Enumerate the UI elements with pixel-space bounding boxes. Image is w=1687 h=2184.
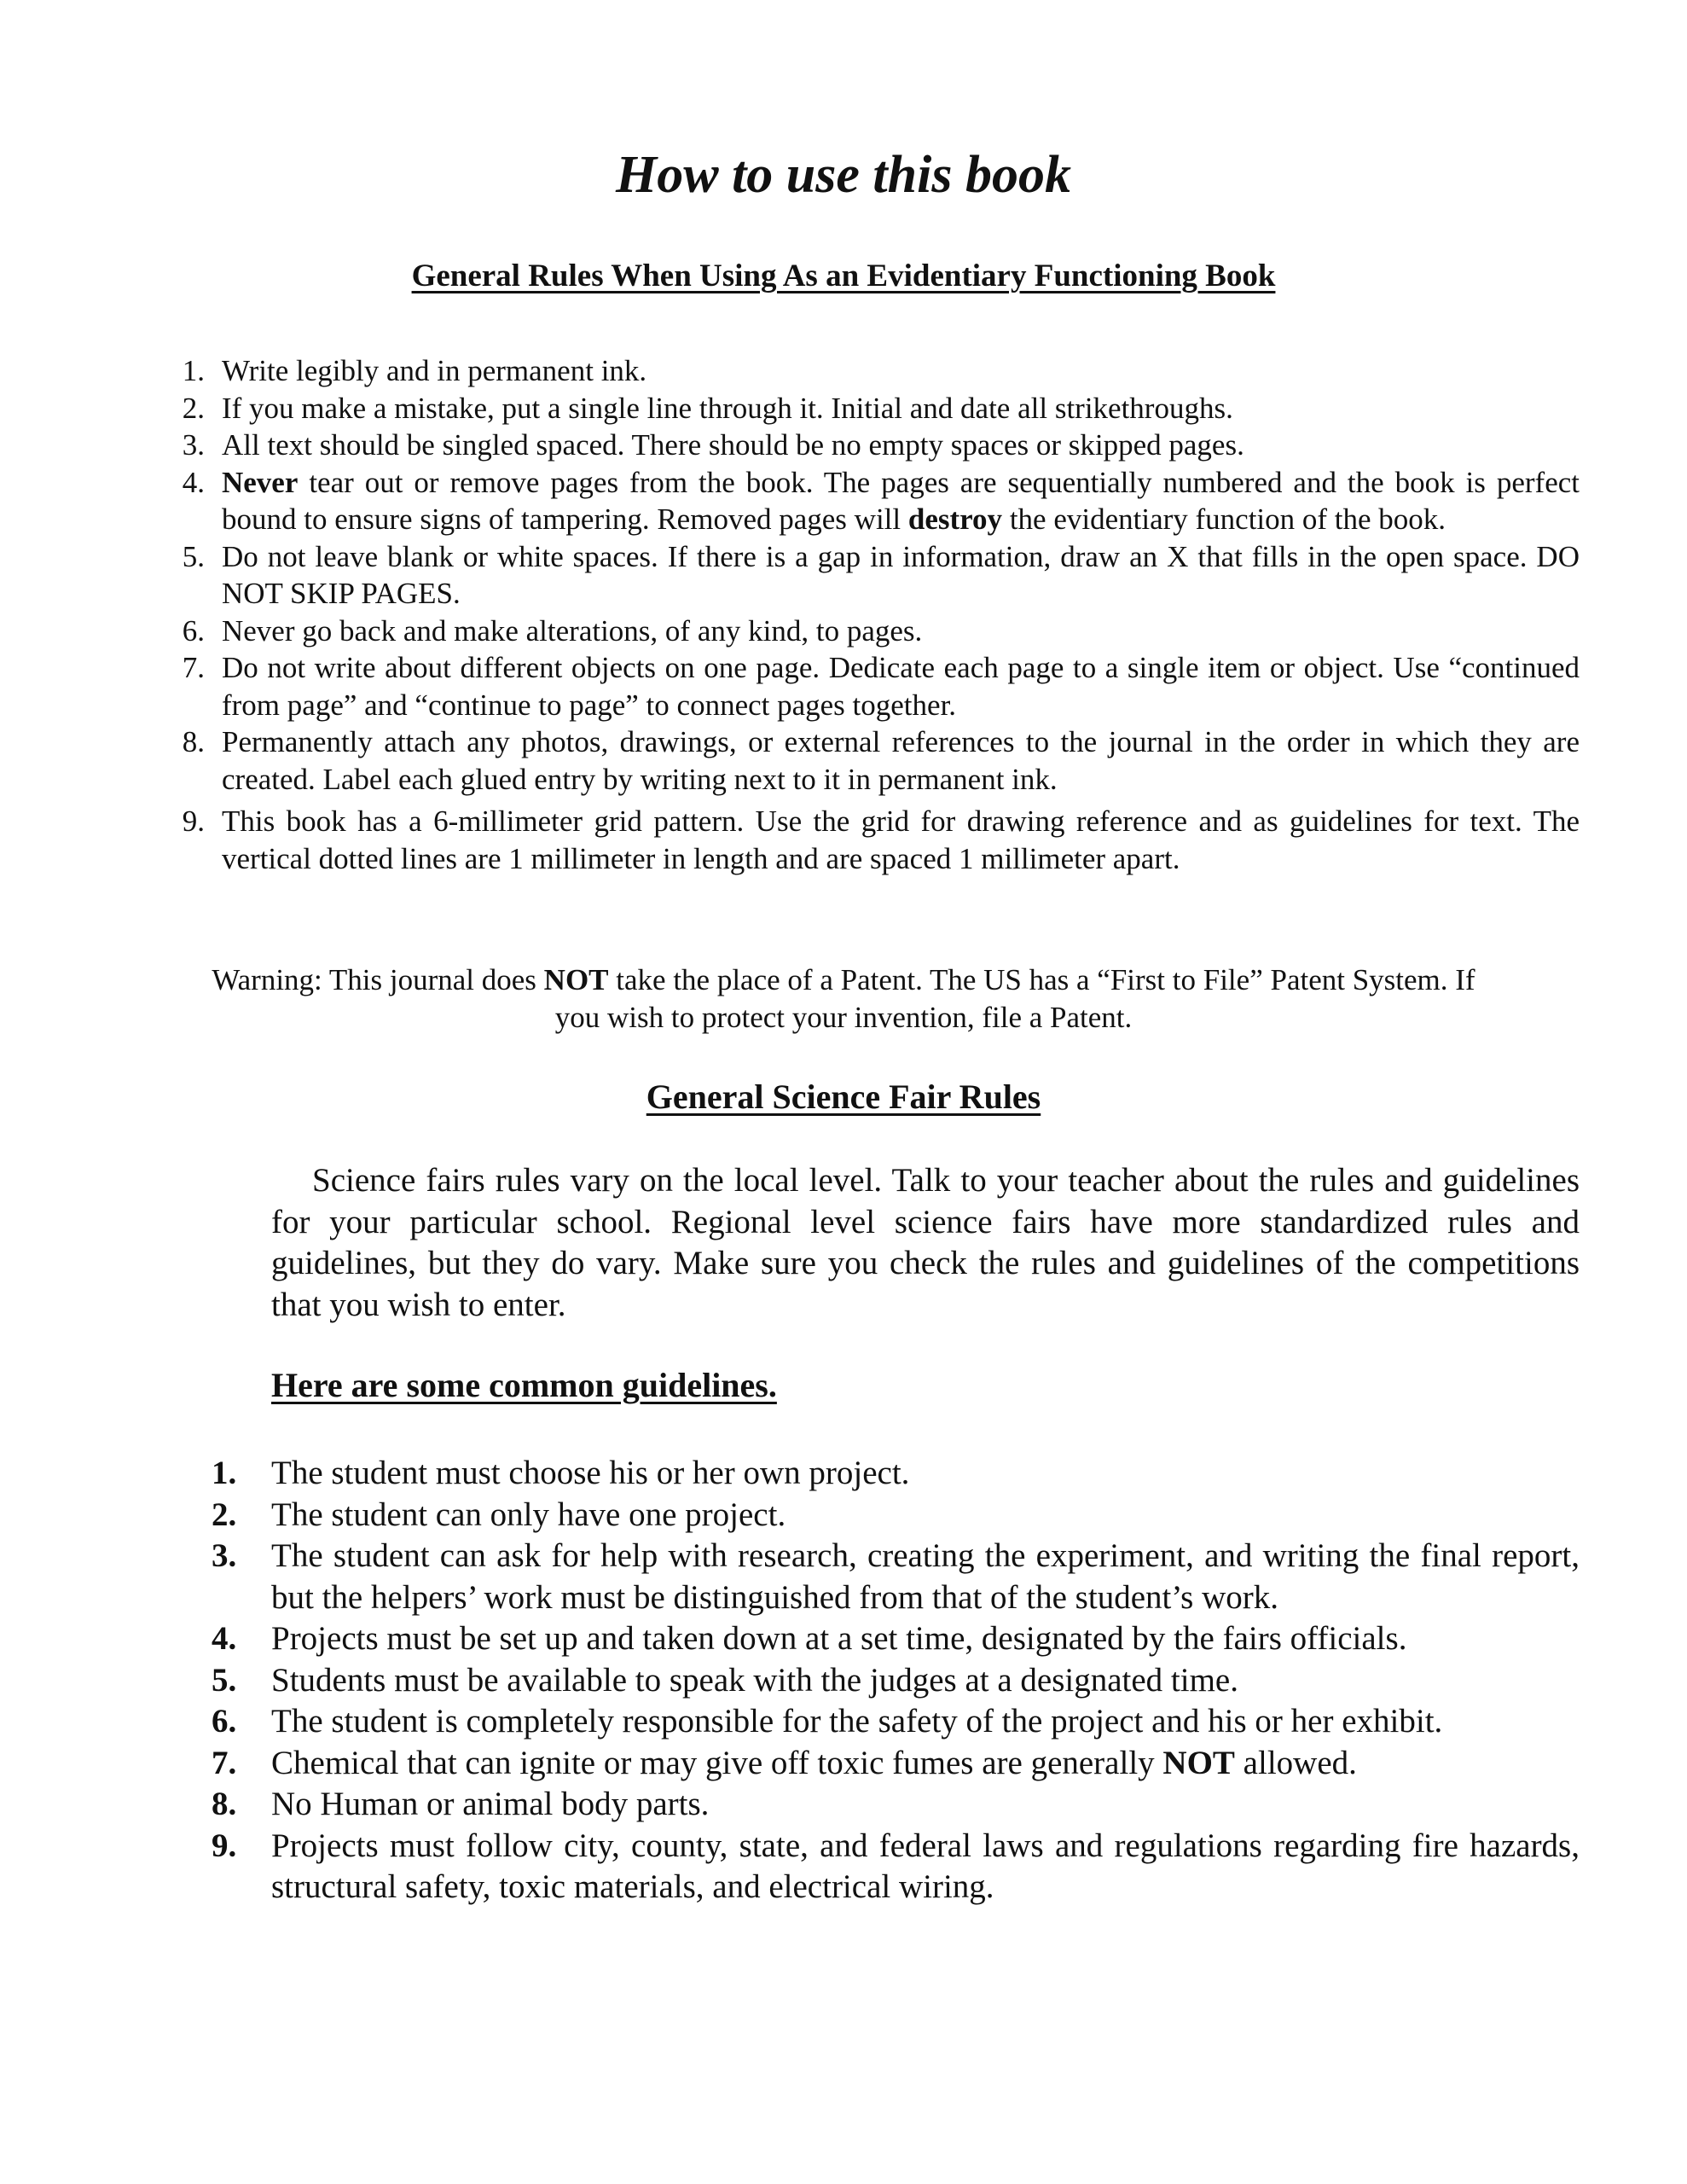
list-item — [196, 1660, 1580, 1702]
list-item-text: Students must be available to speak with the judges at a designated time. — [271, 1661, 1238, 1699]
list-item — [162, 613, 1580, 650]
list-item-text: The student must choose his or her own project. — [271, 1455, 910, 1491]
emphasis-text: destroy — [907, 502, 1003, 536]
emphasis-text: Never — [222, 465, 299, 499]
list-item-text: If you make a mistake, put a single line through it. Initial and date all strikethroughs. — [222, 391, 1233, 425]
guidelines-list — [196, 1453, 1580, 1908]
list-item-number: 5. — [212, 1661, 237, 1699]
list-item-number: 8. — [182, 725, 205, 758]
list-item — [196, 1743, 1580, 1785]
list-item — [162, 538, 1580, 613]
list-item — [196, 1536, 1580, 1618]
list-item-number: 9. — [212, 1827, 237, 1864]
list-item-number: 2. — [212, 1496, 237, 1533]
science-fair-heading: General Science Fair Rules — [646, 1077, 1041, 1116]
list-item — [196, 1784, 1580, 1826]
list-item-number: 1. — [212, 1455, 237, 1491]
list-item — [162, 427, 1580, 464]
science-fair-paragraph: Science fairs rules vary on the local level. Talk to your teacher about the rules and guidelines for your particular school. Regional level science fairs have more standardized rules and guidelines, but they do vary. Make sure you check the rules and guidelines of the competitions that you wish to enter. — [271, 1162, 1580, 1323]
list-item — [162, 390, 1580, 427]
list-item-number: 8. — [212, 1786, 237, 1822]
list-item-text: Do not write about different objects on one page. Dedicate each page to a single item or object. Use “continued from page” and “continue to page” to connect pages together. — [222, 651, 1580, 722]
list-item-text: Chemical that can ignite or may give off toxic fumes are generally NOT allowed. — [271, 1744, 1357, 1781]
list-item-text: The student can ask for help with research, creating the experiment, and writing the final report, but the helpers’ work must be distinguished from that of the student’s work. — [271, 1537, 1580, 1616]
list-item-number: 1. — [182, 354, 205, 387]
list-item-text: Permanently attach any photos, drawings, or external references to the journal in the order in which they are created. Label each glued entry by writing next to it in permanent ink. — [222, 725, 1580, 796]
list-item — [196, 1826, 1580, 1908]
list-item — [196, 1701, 1580, 1743]
emphasis-text: NOT — [543, 963, 609, 996]
list-item-number: 6. — [212, 1703, 237, 1740]
list-item — [162, 464, 1580, 538]
list-item-number: 2. — [182, 391, 205, 425]
list-item-number: 3. — [182, 428, 205, 462]
list-item-text: The student is completely responsible for the safety of the project and his or her exhibit. — [271, 1703, 1443, 1740]
list-item-text: Projects must be set up and taken down at a set time, designated by the fairs officials. — [271, 1620, 1407, 1657]
list-item-text: This book has a 6-millimeter grid pattern. Use the grid for drawing reference and as guidelines for text. The vertical dotted lines are 1 millimeter in length and are spaced 1 millimeter apart. — [222, 804, 1580, 875]
list-item-text: The student can only have one project. — [271, 1496, 786, 1533]
general-rules-list — [162, 352, 1580, 877]
list-item-text: Never tear out or remove pages from the book. The pages are sequentially numbered and the book is perfect bound to ensure signs of tampering. Removed pages will destroy the evidentiary function of the book. — [222, 465, 1580, 536]
list-item-number: 7. — [212, 1744, 237, 1781]
list-item — [196, 1453, 1580, 1495]
list-item-text: Write legibly and in permanent ink. — [222, 354, 647, 387]
list-item-number: 6. — [182, 613, 205, 648]
list-item-number: 3. — [212, 1537, 237, 1574]
list-item-number: 9. — [182, 804, 205, 838]
list-item-text: Never go back and make alterations, of any kind, to pages. — [222, 613, 923, 648]
guidelines-heading: Here are some common guidelines. — [271, 1366, 777, 1404]
page-title: How to use this book — [616, 146, 1071, 204]
emphasis-text: NOT — [1162, 1744, 1235, 1781]
list-item-text: All text should be singled spaced. There should be no empty spaces or skipped pages. — [222, 428, 1244, 462]
list-item-number: 7. — [182, 651, 205, 684]
list-item — [162, 803, 1580, 877]
list-item-number: 4. — [212, 1620, 237, 1657]
general-rules-heading: General Rules When Using As an Evidentiary Functioning Book — [411, 258, 1276, 293]
patent-warning: Warning: This journal does NOT take the place of a Patent. The US has a “First to File” Patent System. If you wish to protect your invention, file a Patent. — [212, 963, 1475, 1034]
list-item — [196, 1495, 1580, 1536]
list-item-number: 5. — [182, 539, 205, 573]
list-item-text: No Human or animal body parts. — [271, 1786, 710, 1822]
list-item — [196, 1618, 1580, 1660]
list-item-text: Projects must follow city, county, state, and federal laws and regulations regarding fire hazards, structural safety, toxic materials, and electrical wiring. — [271, 1827, 1580, 1905]
list-item — [162, 649, 1580, 723]
list-item-text: Do not leave blank or white spaces. If there is a gap in information, draw an X that fills in the open space. DO NOT SKIP PAGES. — [222, 539, 1580, 610]
list-item — [162, 723, 1580, 798]
list-item-number: 4. — [182, 465, 205, 499]
list-item — [162, 352, 1580, 390]
